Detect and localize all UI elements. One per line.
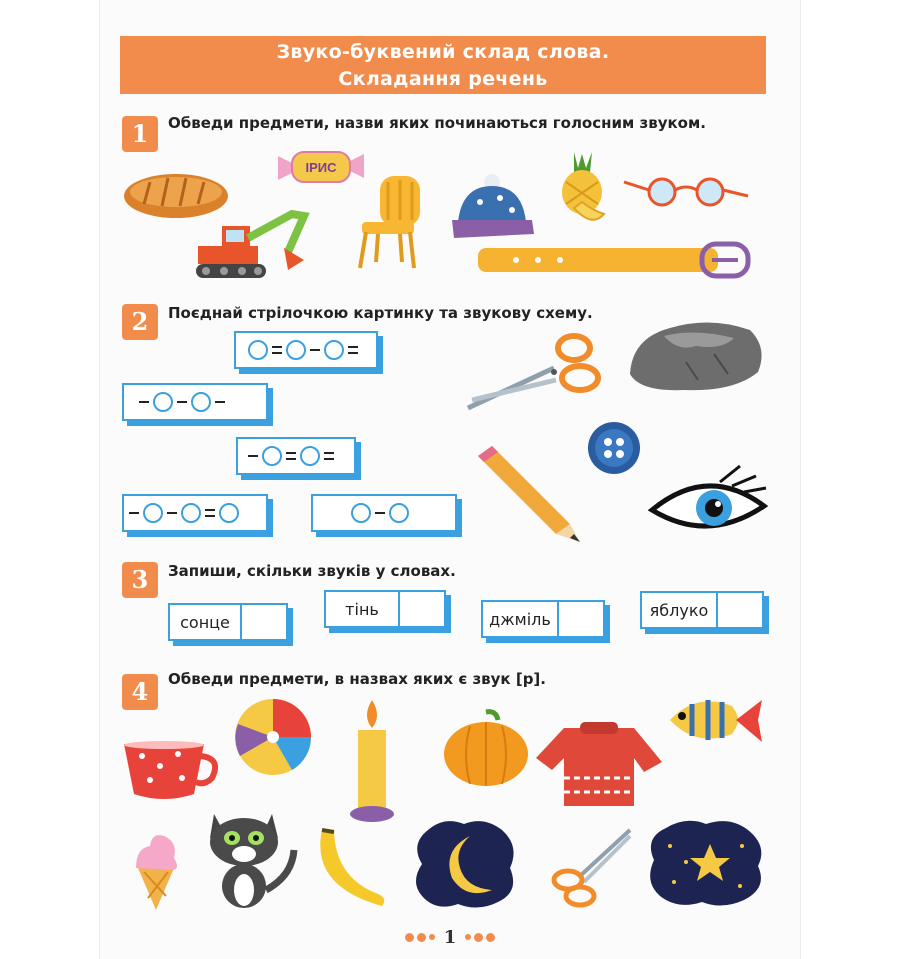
task-2-text: Поєднай стрілочкою картинку та звукову схему.	[168, 304, 593, 322]
sound-scheme-1[interactable]	[234, 331, 378, 369]
task-1-number: 1	[122, 116, 158, 152]
title-line-1: Звуко-буквений склад слова.	[276, 41, 610, 63]
scheme-4-symbols	[127, 501, 263, 525]
decor-dot	[465, 934, 471, 940]
button-icon[interactable]	[586, 420, 642, 476]
moon-icon[interactable]	[408, 816, 522, 912]
answer-cell[interactable]	[240, 605, 286, 639]
kitten-icon[interactable]	[202, 806, 302, 912]
excavator-icon[interactable]	[192, 208, 322, 282]
scissors-icon[interactable]	[464, 330, 606, 412]
word-box-dzhmil[interactable]	[481, 600, 605, 638]
word-box-sontse[interactable]	[168, 603, 288, 641]
banana-icon[interactable]	[308, 826, 390, 912]
scissors-icon[interactable]	[546, 826, 632, 908]
answer-cell[interactable]	[716, 593, 762, 627]
hat-icon[interactable]	[448, 172, 538, 242]
decor-dot	[417, 933, 426, 942]
glasses-icon[interactable]	[620, 174, 752, 210]
decor-dot	[486, 933, 495, 942]
cup-icon[interactable]	[120, 740, 224, 804]
belt-icon[interactable]	[476, 240, 756, 280]
sound-scheme-3[interactable]	[236, 437, 356, 475]
title-line-2: Складання речень	[338, 68, 548, 90]
word-box-tin[interactable]	[324, 590, 446, 628]
answer-cell[interactable]	[398, 592, 444, 626]
decor-dot	[429, 934, 435, 940]
task-4-number: 4	[122, 674, 158, 710]
word-dzhmil: джміль	[489, 609, 551, 629]
candle-icon[interactable]	[348, 696, 396, 828]
word-tin: тінь	[345, 599, 379, 619]
scheme-3-symbols	[246, 444, 346, 468]
sound-scheme-5[interactable]	[311, 494, 457, 532]
page-title	[120, 36, 766, 94]
ball-icon[interactable]	[232, 696, 314, 778]
night-sky-icon[interactable]	[644, 816, 768, 908]
scheme-1-symbols	[246, 338, 366, 362]
fish-icon[interactable]	[666, 690, 766, 752]
stone-icon[interactable]	[624, 314, 768, 394]
task-4-text: Обведи предмети, в назвах яких є звук [р].	[168, 670, 546, 688]
sound-scheme-2[interactable]	[122, 383, 268, 421]
page-number: 1	[443, 926, 457, 948]
decor-dot	[474, 933, 483, 942]
task-3-number: 3	[122, 562, 158, 598]
task-2-number: 2	[122, 304, 158, 340]
page-footer	[390, 925, 510, 949]
decor-dot	[405, 933, 414, 942]
word-box-yabluko[interactable]	[640, 591, 764, 629]
word-yabluko: яблуко	[649, 600, 709, 620]
answer-cell[interactable]	[557, 602, 603, 636]
word-sontse: сонце	[180, 612, 230, 632]
pumpkin-icon[interactable]	[440, 708, 534, 788]
pencil-icon[interactable]	[470, 444, 586, 544]
sound-scheme-4[interactable]	[122, 494, 268, 532]
pineapple-icon[interactable]	[552, 148, 612, 228]
ice-cream-icon[interactable]	[130, 828, 182, 912]
task-1-text: Обведи предмети, назви яких починаються голосним звуком.	[168, 114, 706, 132]
sweater-icon[interactable]	[534, 718, 664, 810]
candy-label: ІРИС	[305, 160, 337, 175]
eye-icon[interactable]	[648, 462, 768, 538]
scheme-2-symbols	[137, 390, 253, 414]
chair-icon[interactable]	[352, 172, 432, 272]
task-3-text: Запиши, скільки звуків у словах.	[168, 562, 456, 580]
scheme-5-symbols	[349, 501, 419, 525]
